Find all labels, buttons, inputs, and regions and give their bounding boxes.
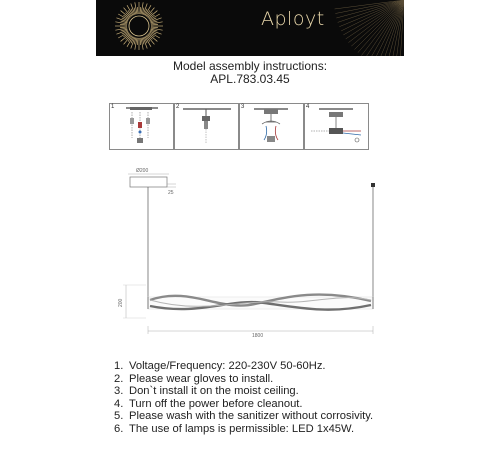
lamp-body [148, 295, 373, 310]
list-item: 1. Voltage/Frequency: 220-230V 50-60Hz. [114, 360, 326, 372]
lamp-length-label: 1800 [252, 333, 264, 339]
step-number: 3 [241, 104, 245, 110]
model-number: APL.783.03.45 [210, 72, 290, 86]
list-item: 4. Turn off the power before cleanout. [114, 397, 303, 410]
list-item: 6. The use of lamps is permissible: LED 1x45W. [114, 422, 355, 435]
height-dimension [118, 285, 146, 318]
instructions-title: Model assembly instructions: [172, 59, 328, 73]
list-item: 2. Please wear gloves to install. [114, 372, 274, 385]
list-item: 3. Don`t install it on the moist ceiling. [114, 385, 299, 398]
canopy-width-label: Ø200 [136, 168, 149, 174]
canopy [128, 168, 176, 196]
step-number: 4 [306, 104, 310, 110]
step-number: 1 [111, 104, 115, 110]
canopy-height-label: 25 [168, 190, 174, 196]
lamp-height-label: 200 [118, 298, 124, 307]
brand-name: Aployt [261, 8, 325, 30]
list-item: 5. Please wash with the sanitizer without corrosivity. [114, 410, 374, 423]
cable-connector [371, 183, 375, 187]
step-number: 2 [176, 104, 180, 110]
length-dimension [148, 326, 373, 339]
specifications-list [114, 360, 373, 436]
